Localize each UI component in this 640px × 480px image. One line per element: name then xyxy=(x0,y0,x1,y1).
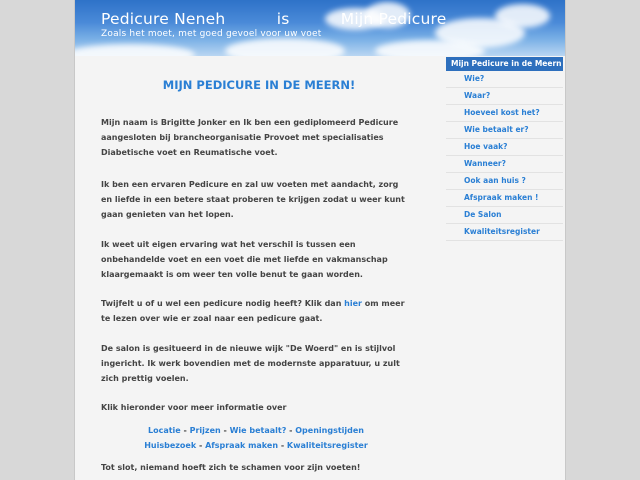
info-links-row-2 xyxy=(101,438,411,453)
hier-link[interactable]: hier xyxy=(344,299,362,308)
page-container xyxy=(75,0,565,480)
site-header-banner xyxy=(75,0,565,56)
page-heading: MIJN PEDICURE IN DE MEERN! xyxy=(162,78,356,92)
sidebar-item-kwaliteitsregister[interactable]: Kwaliteitsregister xyxy=(446,224,563,241)
experience-paragraph: Ik ben een ervaren Pedicure en zal uw voeten met aandacht, zorg en liefde in een betere staat proberen te krijgen zodat u weer kunt gaan genieten van het lopen. xyxy=(101,180,405,219)
link-separator: - xyxy=(220,426,230,435)
link-separator: - xyxy=(286,426,296,435)
difference-paragraph: Ik weet uit eigen ervaring wat het verschil is tussen een onbehandelde voet en een voet die met liefde en vakmanschap klaargemaakt is om weer ten volle benut te gaan worden. xyxy=(101,240,388,279)
salon-paragraph: De salon is gesitueerd in de nieuwe wijk "De Woerd" en is stijlvol ingericht. Ik werk bovendien met de modernste apparatuur, u zult zich prettig voelen. xyxy=(101,344,400,383)
link-afspraak-maken[interactable]: Afspraak maken xyxy=(205,441,279,450)
sidebar-nav xyxy=(446,57,563,241)
link-kwaliteitsregister[interactable]: Kwaliteitsregister xyxy=(286,441,368,450)
sidebar-item-afspraak-maken[interactable]: Afspraak maken ! xyxy=(446,190,563,207)
link-locatie[interactable]: Locatie xyxy=(148,426,181,435)
info-links-row-1 xyxy=(101,423,411,438)
doubt-paragraph xyxy=(101,296,411,326)
sidebar-item-ook-aan-huis[interactable]: Ook aan huis ? xyxy=(446,173,563,190)
sidebar-item-wie[interactable]: Wie? xyxy=(446,71,563,88)
link-openingstijden[interactable]: Openingstijden xyxy=(295,426,364,435)
sidebar-item-wie-betaalt-er[interactable]: Wie betaalt er? xyxy=(446,122,563,139)
link-wie-betaalt[interactable]: Wie betaalt? xyxy=(229,426,287,435)
intro-paragraph: Mijn naam is Brigitte Jonker en Ik ben een gediplomeerd Pedicure aangesloten bij brancheorganisatie Provoet met specialisaties Diabetische voet en Reumatische voet. xyxy=(101,118,399,157)
main-content xyxy=(75,58,443,480)
info-intro-paragraph: Klik hieronder voor meer informatie over xyxy=(101,403,287,412)
sidebar-item-hoe-vaak[interactable]: Hoe vaak? xyxy=(446,139,563,156)
sidebar-item-hoeveel-kost-het[interactable]: Hoeveel kost het? xyxy=(446,105,563,122)
link-huisbezoek[interactable]: Huisbezoek xyxy=(144,441,197,450)
link-separator: - xyxy=(196,441,206,450)
link-prijzen[interactable]: Prijzen xyxy=(189,426,221,435)
sidebar-heading: Mijn Pedicure in de Meern xyxy=(446,57,563,71)
sidebar-item-wanneer[interactable]: Wanneer? xyxy=(446,156,563,173)
link-separator: - xyxy=(278,441,287,450)
site-title: Pedicure Neneh is Mijn Pedicure xyxy=(101,10,447,28)
sidebar-item-waar[interactable]: Waar? xyxy=(446,88,563,105)
link-separator: - xyxy=(180,426,190,435)
site-subtitle: Zoals het moet, met goed gevoel voor uw voet xyxy=(101,29,322,39)
doubt-text-end: om meer te lezen over wie er zoal naar een pedicure gaat. xyxy=(101,299,405,323)
closing-paragraph: Tot slot, niemand hoeft zich te schamen voor zijn voeten! xyxy=(101,463,361,472)
sidebar-item-de-salon[interactable]: De Salon xyxy=(446,207,563,224)
doubt-text-start: Twijfelt u of u wel een pedicure nodig heeft? Klik dan xyxy=(101,299,345,308)
